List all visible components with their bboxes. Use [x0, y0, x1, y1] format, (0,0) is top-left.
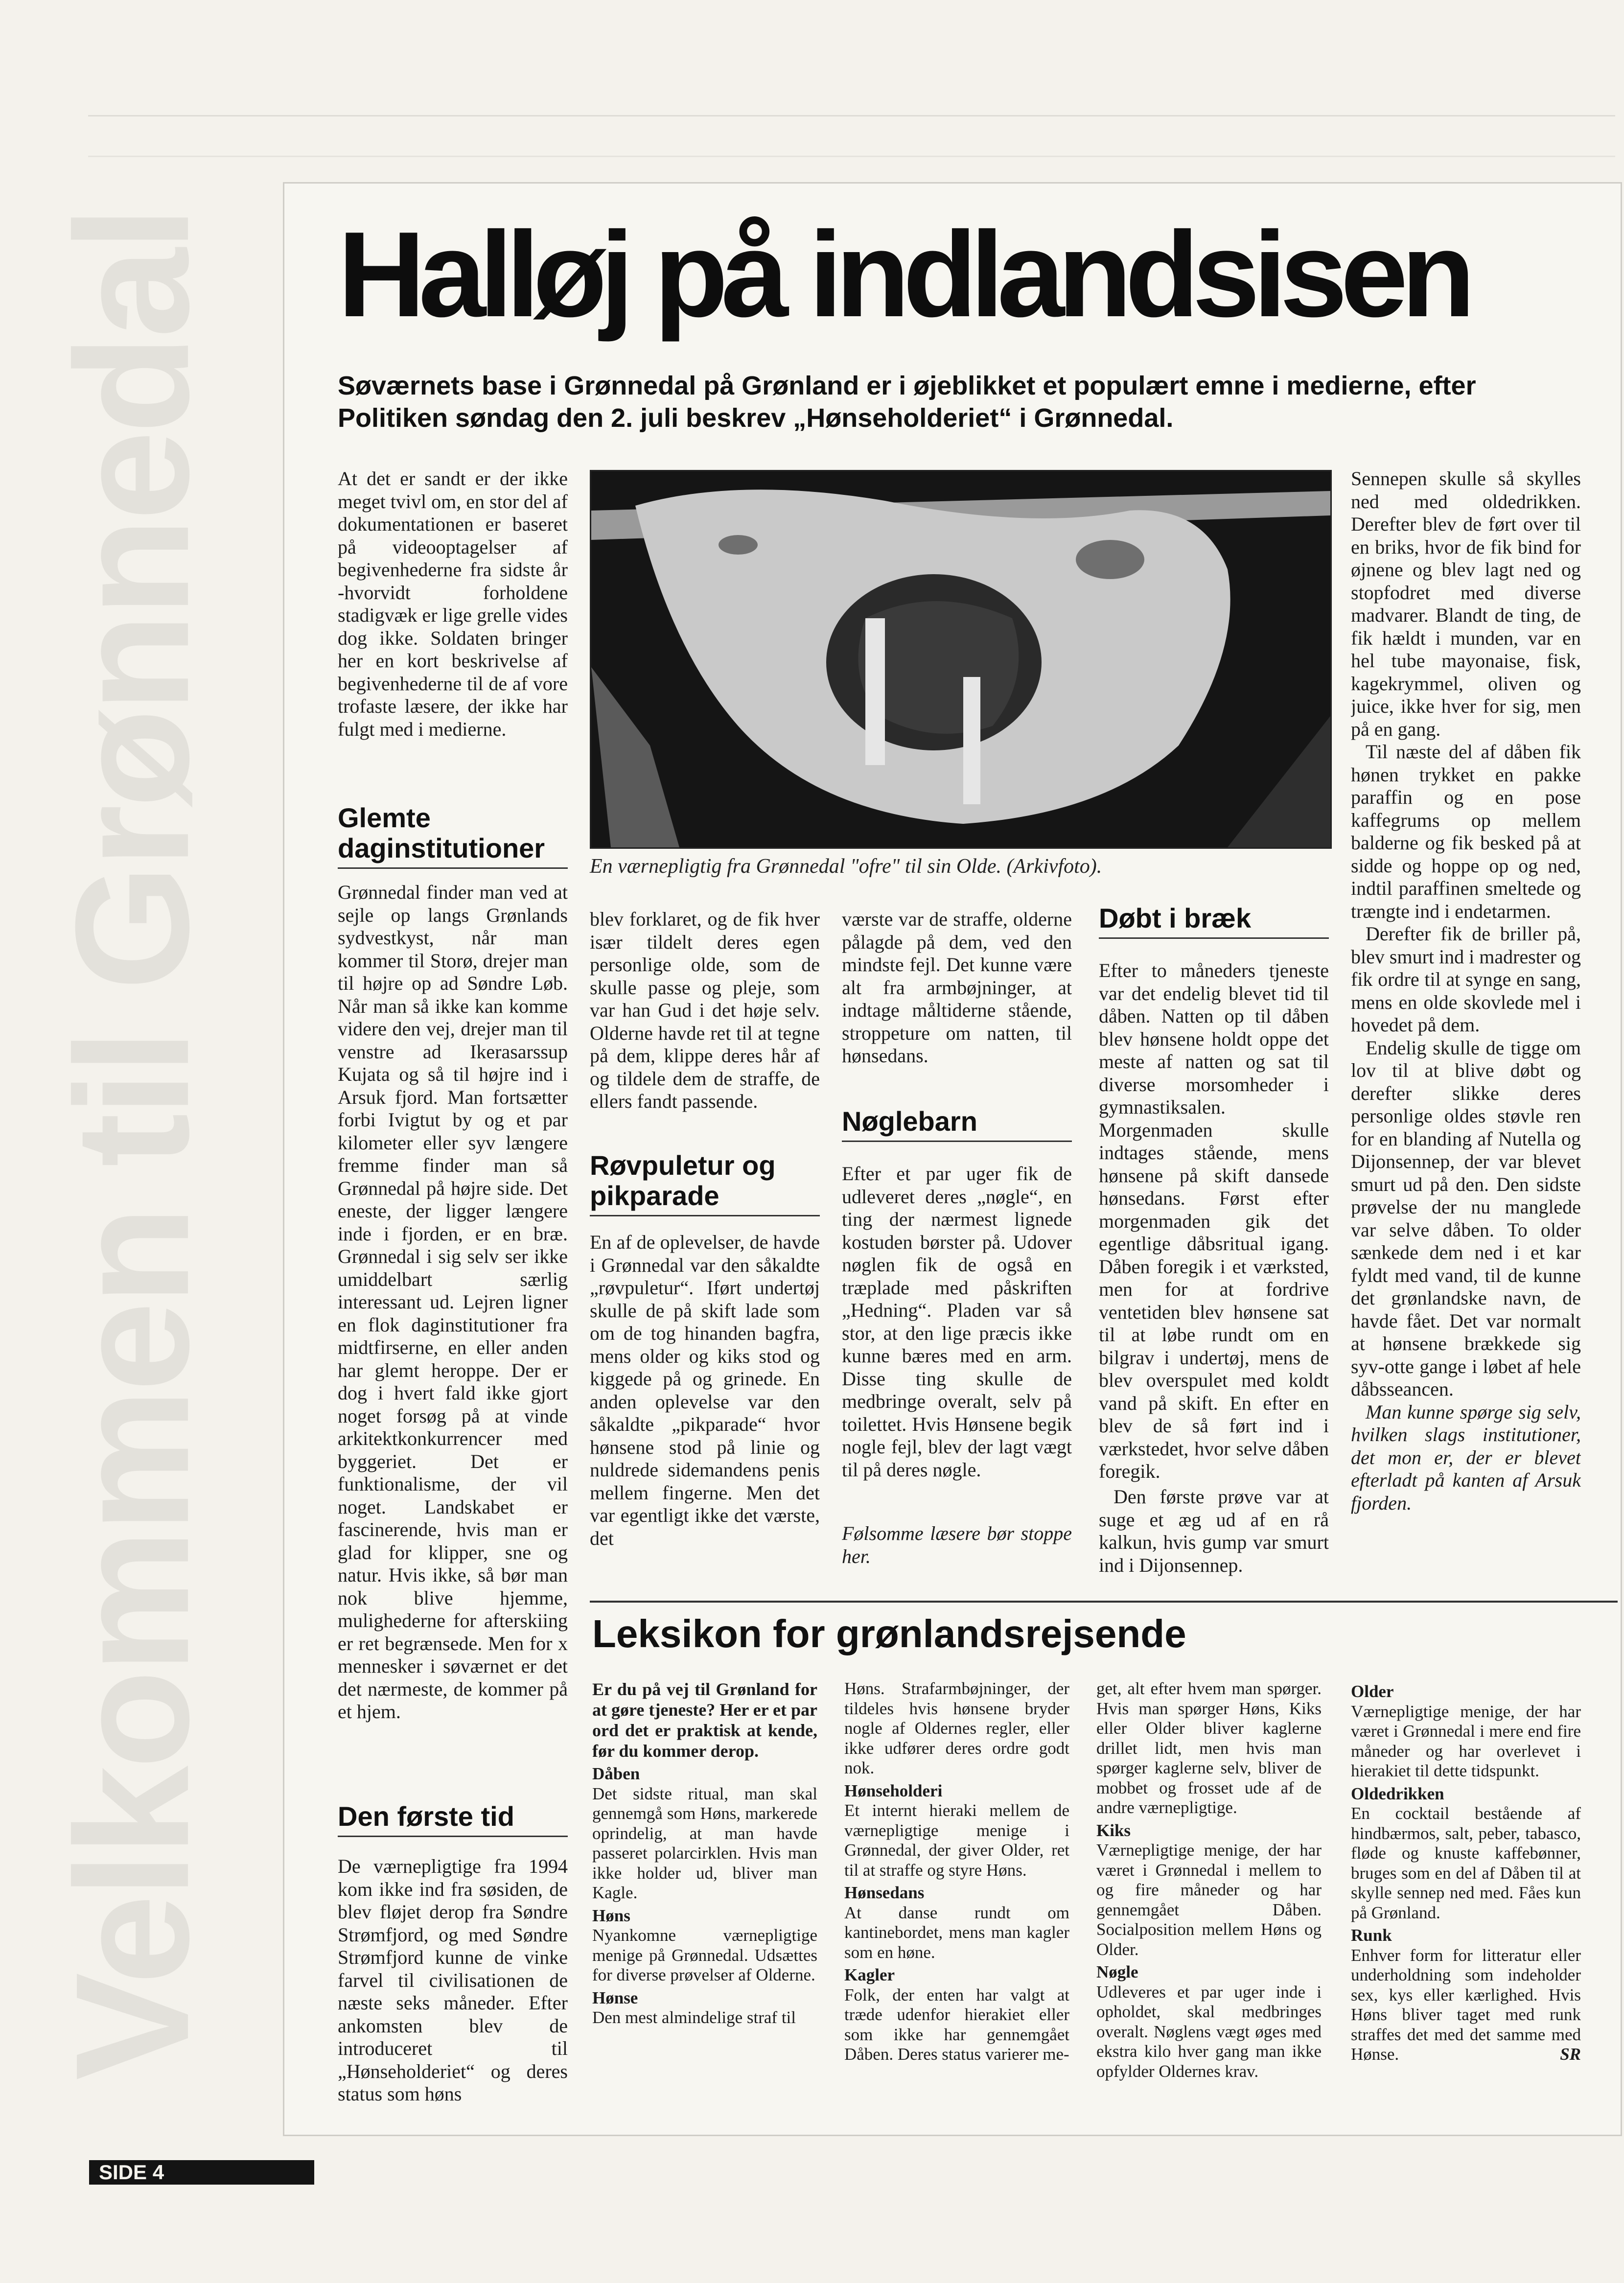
- intro-paragraph: At det er sandt er der ikke meget tvivl om, en stor del af dokumentationen er baseret på videooptagelser af begivenhederne fra sidste år -hvorvidt forholdene stadigvæk er lige grelle vides dog ikke. Soldaten bringer her en kort beskrivelse af begivenhederne til de af vore trofaste læsere, der ikke har fulgt med i medierne.: [338, 467, 568, 740]
- lexicon-definition: Et internt hieraki mellem de værnepligtige menige i Grønnedal, der giver Older, ret til at straffe og styre Høns.: [844, 1801, 1069, 1880]
- page-number-label: SIDE 4: [89, 2160, 314, 2185]
- col2-paragraph-1: blev forklaret, og de fik hver især tildelt deres egen personlige olde, som de skulle passe og pleje, som var han Gud i det høje selv. Olderne havde ret til at tegne på dem, klippe deres hår af og tildele dem de straffe, de ellers fandt passende.: [590, 908, 820, 1112]
- column-3-body: [842, 908, 1072, 1099]
- photo-illustration: [591, 471, 1330, 847]
- section-heading-dobt-i-braek: Døbt i bræk: [1099, 903, 1329, 939]
- col5-paragraph-2: Til næste del af dåben fik hønen trykket en pakke paraffin og en pose kaffegrums op mellem balderne og fik besked på at sidde og hoppe op og ned, indtil paraffinen smeltede og trængte ind i endetarmen.: [1351, 741, 1581, 922]
- col1-paragraph-2: De værnepligtige fra 1994 kom ikke ind fra søsiden, de blev fløjet derop fra Søndre Strømfjord, og med Søndre Strømfjord kunne de vinke farvel til civilisationen de næste seks måneder. Efter ankomsten blev de introduceret til „Hønseholderiet“ og deres status som høns: [338, 1855, 568, 2105]
- lexicon-definition: Værnepligtige menige, der har været i Grønnedal i mere end fire måneder og har overlevet i hierakiet til dette tidspunkt.: [1351, 1701, 1581, 1780]
- lexicon-column-1: [592, 1679, 817, 2110]
- section-heading-noglebarn: Nøglebarn: [842, 1106, 1072, 1142]
- lexicon-definition: Det sidste ritual, man skal gennemgå som Høns, markerede oprindelig, at man havde passeret polarcirklen. Hvis man ikke holder ud, bliver man Kagle.: [592, 1784, 817, 1902]
- col5-paragraph-4: Endelig skulle de tigge om lov til at blive døbt og derefter slikke deres personlige oldes støvle ren for en blanding af Nutella og Dijonsennep, der var blevet smurt ud på den. Den sidste prøvelse der nu manglede var selve dåben. To older sænkede dem ned i et kar fyldt med vand, til de kunne det grønlandske navn, de havde fået. Det var normalt at hønsene brækkede sig syv-otte gange i løbet af hele dåbsseancen.: [1351, 1036, 1581, 1400]
- lexicon-top-rule: [590, 1601, 1618, 1603]
- column-2-body-2: [590, 1231, 820, 1574]
- top-ghost-band: [88, 115, 1615, 157]
- col5-paragraph-3: Derefter fik de briller på, blev smurt ind i madrester og fik ordre til at synge en sang, mens en olde skovlede mel i hovedet på dem.: [1351, 923, 1581, 1036]
- column-5-body: [1351, 467, 1581, 1579]
- col5-paragraph-5: Man kunne spørge sig selv, hvilken slags institutioner, det mon er, der er blevet efterladt på kanten af Arsuk fjorden.: [1351, 1400, 1581, 1514]
- lexicon-column-2: [844, 1679, 1069, 2110]
- lexicon-term: Hønseholderi: [844, 1781, 943, 1800]
- lexicon-column-4: [1351, 1679, 1581, 2110]
- lexicon-term: Hønse: [592, 1988, 638, 2007]
- col4-paragraph-1: Efter to måneders tjeneste var det endelig blevet tid til dåben. Natten op til dåben blev hønsene holdt oppe det meste af natten og sat til diverse morsomheder i gymnastiksalen. Morgenmaden skulle indtages stående, mens hønsene på skift dansede hønsedans. Først efter morgenmaden gik det egentlige dåbsritual igang. Dåben foregik i et værksted, men for at fordrive ventetiden blev hønsene sat til at løbe rundt om en bilgrav i undertøj, mens de blev overspulet med koldt vand på skift. En efter en blev de så ført ind i værkstedet, hvor selve dåben foregik.: [1099, 959, 1329, 1482]
- lexicon-definition: Enhver form for litteratur eller underholdning som indeholder sex, kys eller kærlighed. Hvis Høns bliver taget med runk straffes det med det samme med Hønse.: [1351, 1945, 1581, 2064]
- lexicon-definition: At danse rundt om kantinebordet, mens man kagler som en høne.: [844, 1903, 1069, 1962]
- lexicon-term: Høns: [592, 1906, 630, 1925]
- col5-paragraph-1: Sennepen skulle så skylles ned med oldedrikken. Derefter blev de ført over til en briks, hvor de fik bind for øjnene og blev lagt ned og stopfodret med diverse madvarer. Blandt de ting, de fik hældt i munden, var en hel tube mayonaise, fisk, kagekrymmel, oliven og juice, ikke hver for sig, men på en gang.: [1351, 467, 1581, 740]
- author-signature: SR: [1560, 2045, 1581, 2064]
- lexicon-term: Kiks: [1096, 1820, 1131, 1840]
- column-1-body-2: [338, 1855, 568, 2120]
- col4-paragraph-2: Den første prøve var at suge et æg ud af en rå kalkun, hvis gump var smurt ind i Dijonsennep.: [1099, 1486, 1329, 1576]
- lexicon-definition: Værnepligtige menige, der har været i Grønnedal i mellem to og fire måneder og har gennemgået Dåben. Socialposition mellem Høns og Older.: [1096, 1840, 1322, 1959]
- column-3-body-2: [842, 1163, 1072, 1486]
- col3-paragraph-2: Efter et par uger fik de udleveret deres „nøgle“, en ting der nærmest lignede kostuden børster på. Udover nøglen fik de også en træplade med påskriften „Hedning“. Pladen var så stor, at den lige præcis ikke kunne bæres med en arm. Disse ting skulle de medbringe overalt, selv på toilettet. Hvis Hønsene begik nogle fejl, blev der lagt vægt til på deres nøgle.: [842, 1163, 1072, 1481]
- column-2-body: [590, 908, 820, 1143]
- reader-warning: Følsomme læsere bør stoppe her.: [842, 1522, 1072, 1567]
- section-heading-den-forste-tid: Den første tid: [338, 1801, 568, 1837]
- col3-paragraph-1: værste var de straffe, olderne pålagde på dem, ved den mindste fejl. Det kunne være alt fra armbøjninger, at indtage måltiderne stående, stroppeture om natten, til hønsedans.: [842, 908, 1072, 1067]
- lexicon-definition: get, alt efter hvem man spørger. Hvis man spørger Høns, Kiks eller Older bliver kaglerne drillet lidt, men hvis man spørger kaglerne selv, bliver de mobbet og frosset ude af de andre værnepligtige.: [1096, 1679, 1322, 1817]
- lexicon-intro: Er du på vej til Grønland for at gøre tjeneste? Her er et par ord det er praktisk at kende, før du kommer derop.: [592, 1679, 817, 1761]
- column-4-body: [1099, 959, 1329, 1488]
- lexicon-term: Dåben: [592, 1764, 640, 1783]
- col2-paragraph-2: En af de oplevelser, de havde i Grønnedal var den såkaldte „røvpuletur“. Iført undertøj skulle de på skift lade som om de tog hinanden bagfra, mens older og kiks stod og kiggede på og grinede. En anden oplevelse var den såkaldte „pikparade“ hvor hønsene stod på linie og nuldrede sidemandens penis mellem fingerne. Men det var egentligt ikke det værste, det: [590, 1231, 820, 1549]
- lexicon-definition: Udleveres et par uger inde i opholdet, skal medbringes overalt. Nøglens vægt øges med ekstra kilo hver gang man ikke opfylder Oldernes krav.: [1096, 1982, 1322, 2081]
- section-heading-glemte: Glemte daginstitutioner: [338, 803, 568, 869]
- section-heading-rovpuletur: Røvpuletur og pikparade: [590, 1150, 820, 1216]
- background-bleed-text: Velkommen til Grønnedal: [42, 209, 222, 2080]
- lexicon-definition: Folk, der enten har valgt at træde udenfor hierakiet eller som ikke har gennemgået Dåben. Deres status varierer me-: [844, 1985, 1069, 2064]
- lexicon-term: Oldedrikken: [1351, 1784, 1444, 1803]
- lexicon-term: Runk: [1351, 1926, 1392, 1945]
- lexicon-definition: Den mest almindelige straf til: [592, 2008, 796, 2027]
- subheadline: Søværnets base i Grønnedal på Grønland er i øjeblikket et populært emne i medierne, efter Politiken søndag den 2. juli beskrev „Hønseholderiet“ i Grønnedal.: [338, 371, 1476, 433]
- intro-text: [338, 467, 568, 786]
- col1-paragraph-1: Grønnedal finder man ved at sejle op langs Grønlands sydvestkyst, når man kommer til Storø, drejer man til højre op ad Søndre Løb. Når man så ikke kan komme videre den vej, drejer man til venstre ad Ikerasarssup Kujata og så til højre ind i Arsuk fjord. Man fortsætter forbi Ivigtut by og et par kilometer eller syv længere fremme finder man så Grønnedal på højre side. Det eneste, der ligger længere inde i fjorden, er en bræ. Grønnedal i sig selv ser ikke umiddelbart særlig interessant ud. Lejren ligner en flok daginstitutioner fra midtfirserne, en eller anden har glemt heroppe. Der er dog i hvert fald ikke gjort noget forsøg på at vinde arkitektkonkurrencer med byggeriet. Det er funktionalisme, der vil noget. Landskabet er fascinerende, hvis man er glad for klipper, sne og natur. Hvis ikke, så bør man nok blive hjemme, mulighederne for afterskiing er ret begrænsede. Men for x mennesker i søværnet er det det nærmeste, de kommer på et hjem.: [338, 881, 568, 1723]
- column-4-body-2: [1099, 1486, 1329, 1584]
- article-photo: [590, 470, 1332, 849]
- lexicon-definition: En cocktail bestående af hindbærmos, salt, peber, tabasco, fløde og knuste kaffebønner, bruges som en del af Dåben til at skylle sennep ned med. Fåes kun på Grønland.: [1351, 1804, 1581, 1922]
- lexicon-term: Hønsedans: [844, 1883, 925, 1902]
- lexicon-column-3: [1096, 1679, 1322, 2110]
- lexicon-definition: Nyankomne værnepligtige menige på Grønnedal. Udsættes for diverse prøvelser af Olderne.: [592, 1926, 817, 1984]
- lexicon-term: Older: [1351, 1682, 1394, 1701]
- lexicon-term: Nøgle: [1096, 1962, 1138, 1981]
- photo-caption: En værnepligtig fra Grønnedal "ofre" til sin Olde. (Arkivfoto).: [590, 855, 1102, 878]
- lexicon-term: Kagler: [844, 1965, 895, 1984]
- lexicon-definition: Høns. Strafarmbøjninger, der tildeles hvis hønsene bryder nogle af Oldernes regler, eller ikke udfører deres ordre godt nok.: [844, 1679, 1069, 1777]
- headline: Halløj på indlandsisen: [338, 206, 1469, 342]
- column-1-body: [338, 881, 568, 1792]
- column-3-warning: [842, 1522, 1072, 1581]
- lexicon-title: Leksikon for grønlandsrejsende: [592, 1612, 1186, 1655]
